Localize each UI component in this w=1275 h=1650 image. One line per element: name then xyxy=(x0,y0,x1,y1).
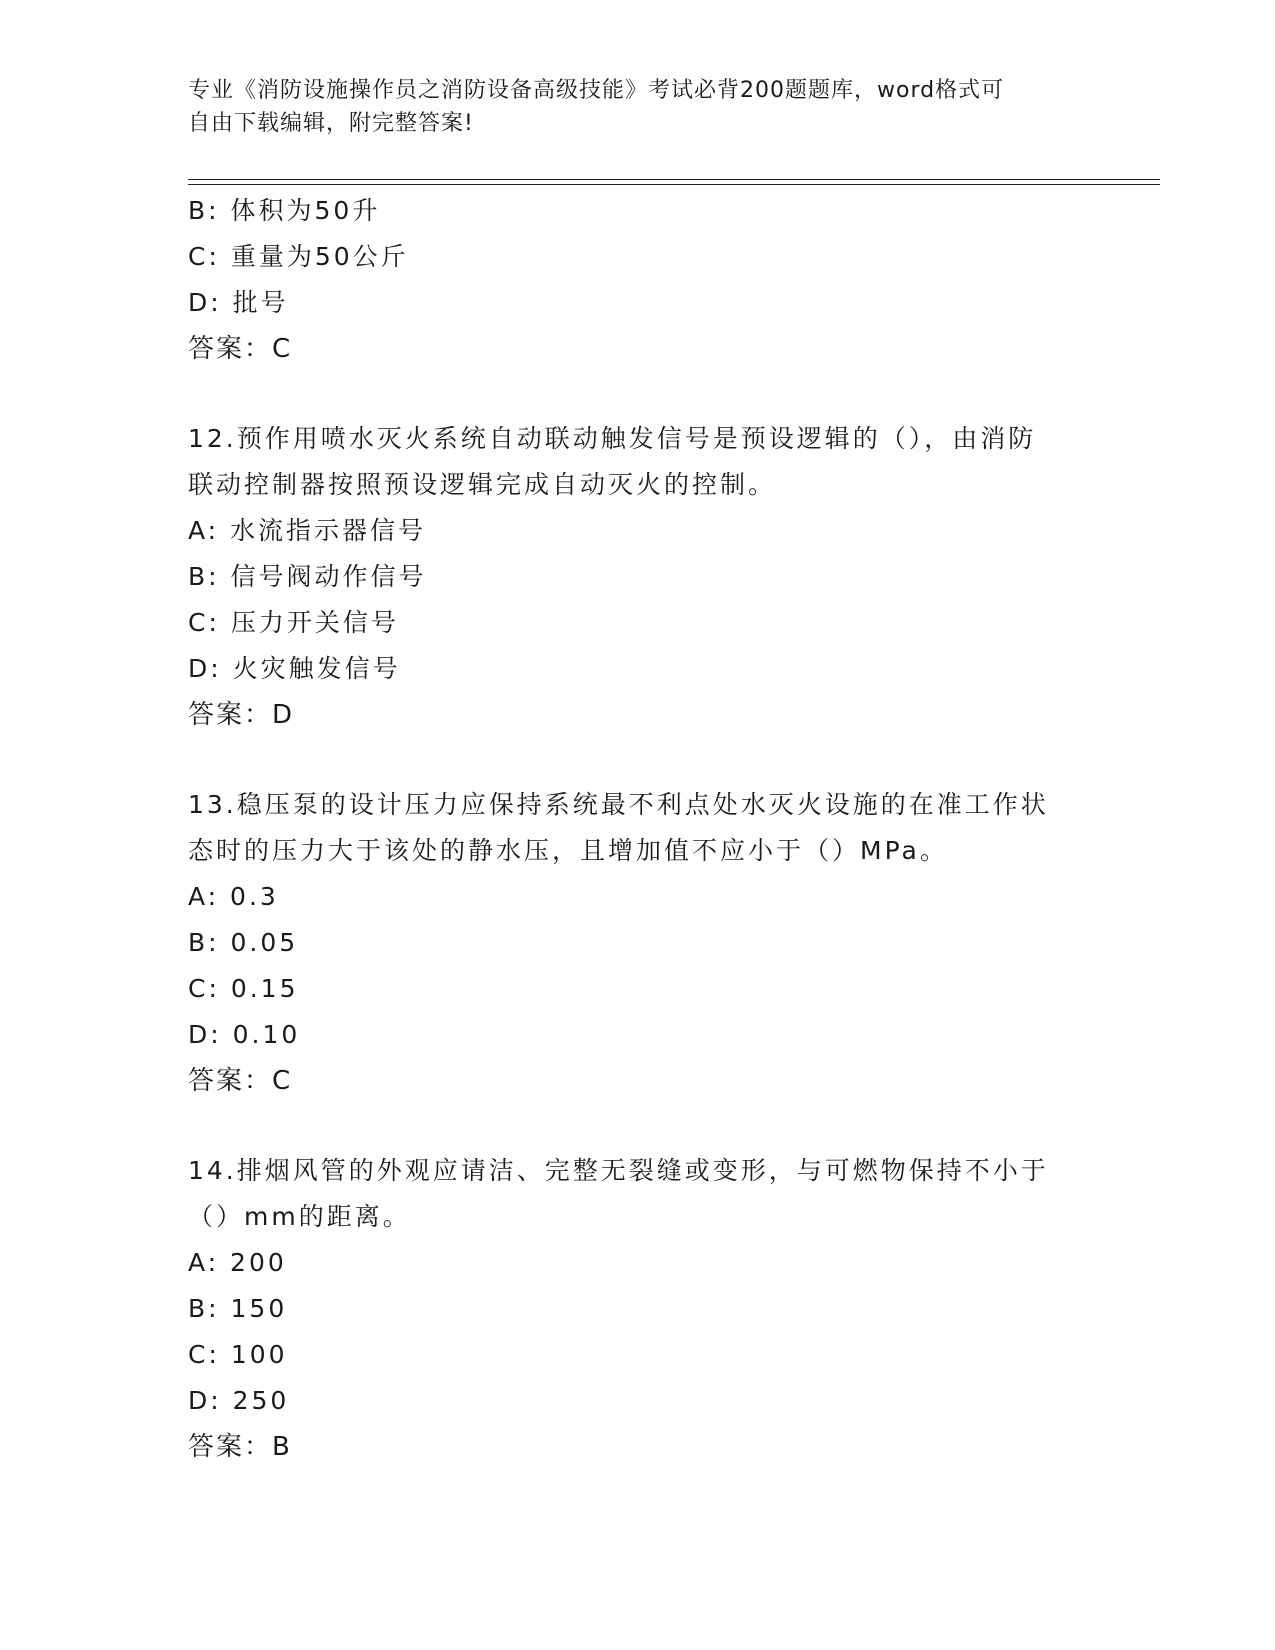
question-13 xyxy=(188,782,1088,1104)
option-d: D: 0.10 xyxy=(188,1020,301,1049)
option-c: C: 0.15 xyxy=(188,974,299,1003)
question-stem-line: 12.预作用喷水灭火系统自动联动触发信号是预设逻辑的（），由消防 xyxy=(188,424,1037,453)
option-c: C: 压力开关信号 xyxy=(188,608,399,637)
option-b: B: 150 xyxy=(188,1294,288,1323)
question-content xyxy=(188,188,1088,1470)
option-d: D: 250 xyxy=(188,1386,290,1415)
question-stem-line: 14.排烟风管的外观应请洁、完整无裂缝或变形，与可燃物保持不小于 xyxy=(188,1156,1049,1185)
answer: 答案：B xyxy=(188,1432,292,1462)
question-stem-line: 13.稳压泵的设计压力应保持系统最不利点处水灭火设施的在准工作状 xyxy=(188,790,1049,819)
question-12 xyxy=(188,416,1088,738)
option-c: C: 100 xyxy=(188,1340,288,1369)
question-11-continuation xyxy=(188,188,1088,372)
option-d: D: 火灾触发信号 xyxy=(188,654,401,683)
option-a: A: 200 xyxy=(188,1248,287,1277)
option-b: B: 0.05 xyxy=(188,928,299,957)
header-divider-bottom xyxy=(188,184,1160,185)
option-b: B: 信号阀动作信号 xyxy=(188,562,427,591)
option-a: A: 0.3 xyxy=(188,882,279,911)
option-a: A: 水流指示器信号 xyxy=(188,516,427,545)
header-line-1: 专业《消防设施操作员之消防设备高级技能》考试必背200题题库，word格式可 xyxy=(188,78,1005,103)
spacer xyxy=(188,738,1088,782)
question-14 xyxy=(188,1148,1088,1470)
spacer xyxy=(188,1104,1088,1148)
document-header xyxy=(188,74,1078,140)
header-divider-top xyxy=(188,179,1160,180)
header-line-2: 自由下载编辑，附完整答案! xyxy=(188,111,474,136)
answer: 答案：D xyxy=(188,700,295,730)
answer: 答案：C xyxy=(188,334,293,364)
question-stem-line: 态时的压力大于该处的静水压，且增加值不应小于（）MPa。 xyxy=(188,836,948,865)
option-c: C: 重量为50公斤 xyxy=(188,242,409,271)
question-stem-line: 联动控制器按照预设逻辑完成自动灭火的控制。 xyxy=(188,470,777,499)
option-d: D: 批号 xyxy=(188,288,289,317)
question-stem-line: （）mm的距离。 xyxy=(188,1202,411,1231)
answer: 答案：C xyxy=(188,1066,293,1096)
spacer xyxy=(188,372,1088,416)
option-b: B: 体积为50升 xyxy=(188,196,381,225)
